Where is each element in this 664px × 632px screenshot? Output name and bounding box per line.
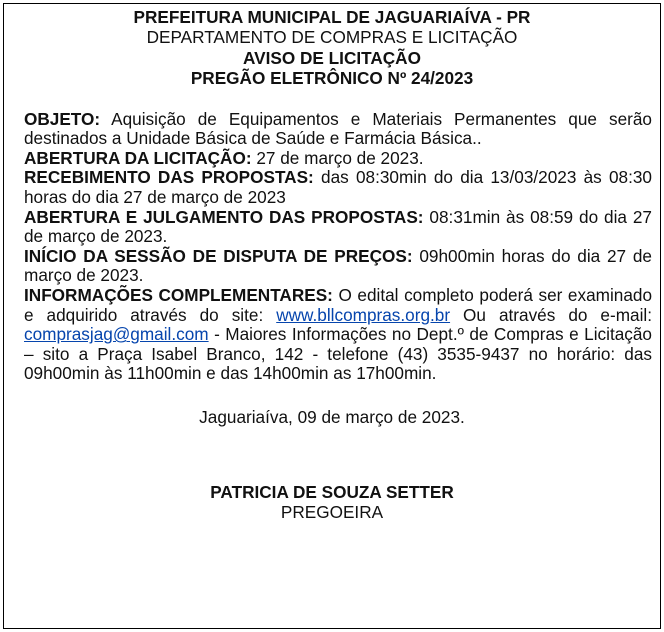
recebimento-text: das 08:30min do dia 13/03/2023 às 08:30 horas do dia 27 de março de 2023: [24, 167, 652, 207]
notice-body: [24, 110, 652, 384]
julgamento-label: ABERTURA E JULGAMENTO DAS PROPOSTAS:: [24, 206, 424, 227]
signature-block: [4, 482, 660, 523]
informacoes-text-1: O edital completo poderá ser examinado e adquirido através do site:: [24, 284, 653, 325]
informacoes-paragraph: [24, 286, 652, 384]
signer-name: PATRICIA DE SOUZA SETTER: [210, 481, 454, 502]
email-link[interactable]: comprasjag@gmail.com: [24, 324, 209, 345]
objeto-label: OBJETO:: [24, 108, 101, 129]
notice-type: AVISO DE LICITAÇÃO: [243, 47, 421, 68]
julgamento-text: 08:31min às 08:59 do dia 27 de março de 2023.: [24, 206, 652, 247]
site-link[interactable]: www.bllcompras.org.br: [276, 304, 451, 325]
department-name: DEPARTAMENTO DE COMPRAS E LICITAÇÃO: [146, 27, 518, 48]
auction-number: PREGÃO ELETRÔNICO Nº 24/2023: [190, 68, 474, 89]
signer-role: PREGOEIRA: [280, 501, 384, 522]
recebimento-paragraph: [24, 168, 652, 207]
municipality-title: PREFEITURA MUNICIPAL DE JAGUARIAÍVA - PR: [133, 7, 531, 27]
notice-date: Jaguariaíva, 09 de março de 2023.: [199, 406, 465, 427]
informacoes-text-3: - Maiores Informações no Dept.º de Compras e Licitação – sito a Praça Isabel Branco, 142 - telefone (43) 3535-9437 no horário: das 09h00min às 11h00min e das 14h00min as 17h00min.: [24, 324, 652, 384]
objeto-paragraph: [24, 110, 652, 149]
abertura-label: ABERTURA DA LICITAÇÃO:: [24, 147, 252, 168]
informacoes-label: INFORMAÇÕES COMPLEMENTARES:: [24, 284, 333, 305]
notice-frame: [3, 3, 661, 629]
disputa-label: INÍCIO DA SESSÃO DE DISPUTA DE PREÇOS:: [24, 245, 413, 266]
recebimento-label: RECEBIMENTO DAS PROPOSTAS:: [24, 167, 314, 188]
informacoes-text-2: Ou através do e-mail:: [450, 304, 652, 325]
disputa-paragraph: [24, 247, 652, 286]
disputa-text: 09h00min horas do dia 27 de março de 2023.: [24, 245, 652, 286]
abertura-paragraph: [24, 149, 652, 169]
abertura-text: 27 de março de 2023.: [251, 147, 424, 168]
julgamento-paragraph: [24, 208, 652, 247]
notice-header: [4, 7, 660, 89]
objeto-text: Aquisição de Equipamentos e Materiais Permanentes que serão destinados a Unidade Básica de Saúde e Farmácia Básica..: [24, 108, 652, 149]
